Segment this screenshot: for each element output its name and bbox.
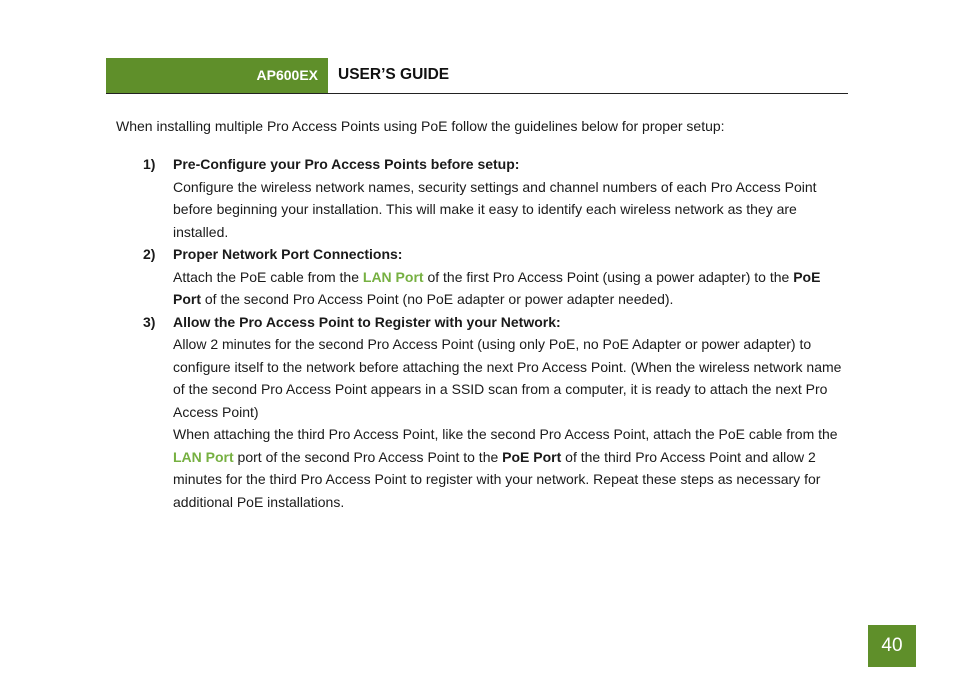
guide-title: USER’S GUIDE	[338, 66, 450, 83]
setup-steps-list	[143, 153, 843, 513]
step-body: Allow 2 minutes for the second Pro Access Point (using only PoE, no PoE Adapter or power adapter) to configure itself to the network before attaching the next Pro Access Point. (When the wireless network name of the second Pro Access Point appears in a SSID scan from a computer, it is ready to attach the next Pro Access Point)	[173, 336, 842, 420]
step-text: of the second Pro Access Point (no PoE adapter or power adapter needed).	[201, 291, 674, 307]
lan-port-label: LAN Port	[362, 268, 424, 285]
step-body	[173, 423, 843, 513]
step-1	[143, 153, 843, 243]
step-number: 3)	[143, 313, 156, 330]
intro-paragraph: When installing multiple Pro Access Points using PoE follow the guidelines below for proper setup:	[116, 118, 725, 134]
step-text: of the third Pro Access Point and allow 2 minutes for the third Pro Access Point to register with your network. Repeat these steps as necessary for additional PoE installations.	[173, 448, 821, 510]
step-text: Attach the PoE cable from the	[173, 268, 363, 285]
step-2	[143, 243, 843, 311]
step-title: Proper Network Port Connections:	[173, 246, 403, 262]
step-text: When attaching the third Pro Access Point, like the second Pro Access Point, attach the PoE cable from the	[173, 426, 838, 442]
lan-port-label: LAN Port	[173, 448, 234, 465]
page-number: 40	[868, 625, 916, 667]
step-title: Pre-Configure your Pro Access Points before setup:	[173, 156, 520, 172]
model-label: AP600EX	[106, 58, 328, 93]
poe-port-label: PoE Port	[173, 268, 821, 307]
page-header	[106, 58, 848, 94]
step-text: port of the second Pro Access Point to the	[233, 448, 503, 465]
step-text: of the first Pro Access Point (using a power adapter) to the	[423, 268, 794, 285]
step-number: 2)	[143, 246, 156, 262]
step-number: 1)	[143, 156, 156, 172]
poe-port-label: PoE Port	[502, 448, 562, 465]
step-title: Allow the Pro Access Point to Register with your Network:	[173, 313, 561, 330]
step-body	[173, 266, 843, 311]
step-3	[143, 311, 843, 514]
step-body: Configure the wireless network names, security settings and channel numbers of each Pro Access Point before beginning your installation. This will make it easy to identify each wireless network as they are installed.	[173, 178, 817, 240]
